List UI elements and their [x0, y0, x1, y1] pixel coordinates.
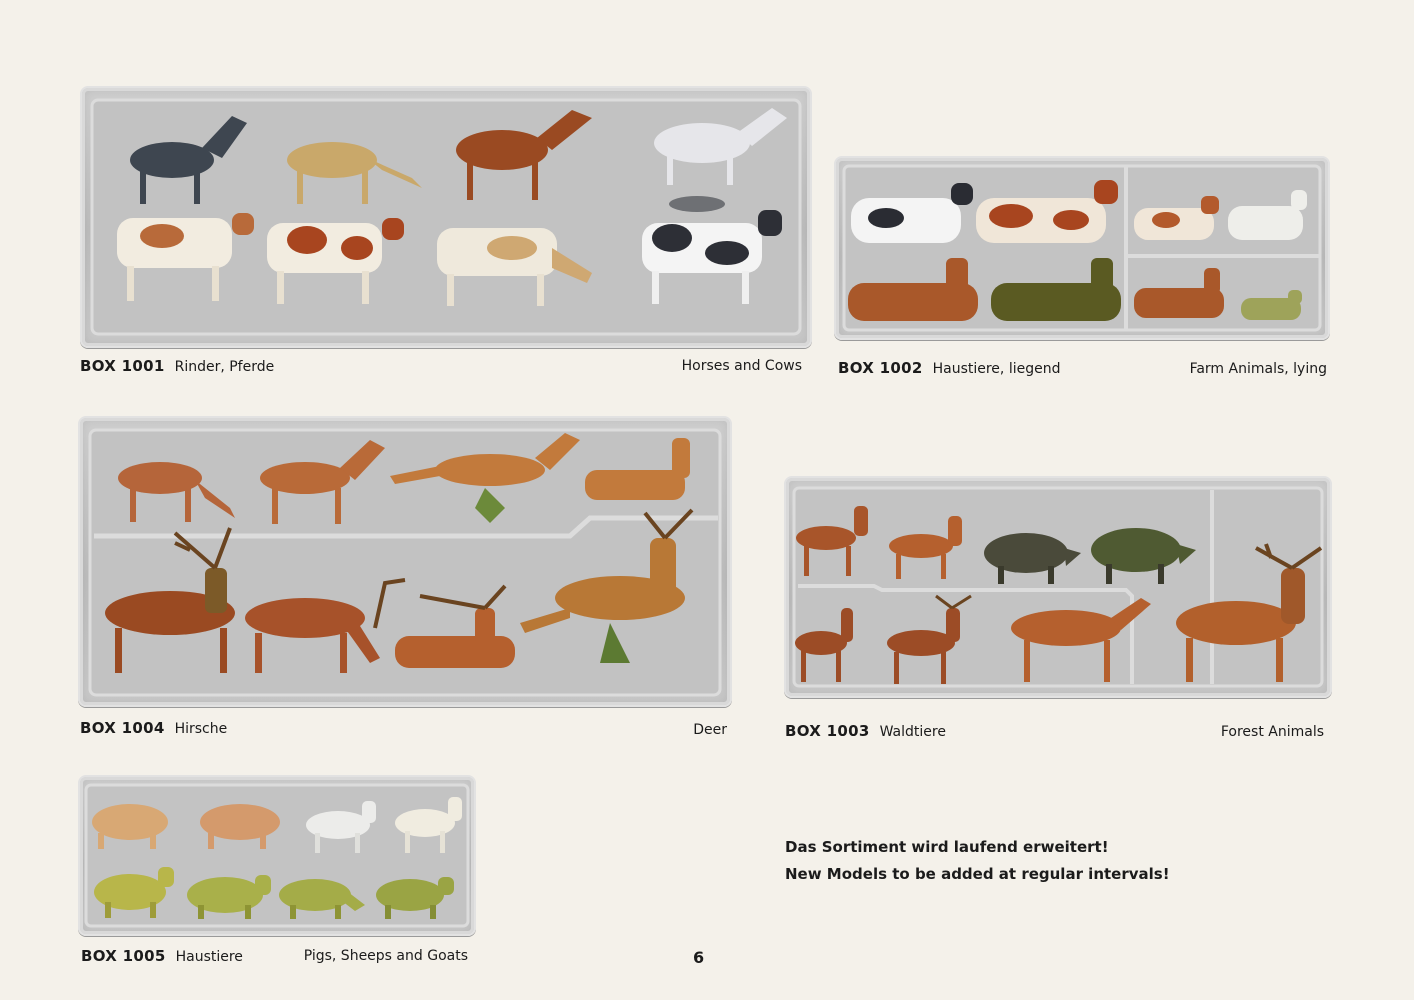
box-1002-image: [834, 156, 1330, 340]
box-1001-name-de: Rinder, Pferde: [174, 359, 275, 375]
box-1004-image: [78, 416, 732, 707]
box-1003-caption-de: [785, 722, 946, 740]
box-1004-caption-de: [80, 719, 227, 737]
box-1001-caption-de: [80, 357, 274, 375]
box-1005-caption-de: [81, 947, 243, 965]
box-1003-name-en: Forest Animals: [1220, 724, 1324, 740]
box-1001-name-en: Horses and Cows: [681, 358, 802, 374]
box-1001-image: [80, 86, 812, 348]
box-1004-name-de: Hirsche: [174, 721, 228, 737]
box-1005-image: [78, 775, 476, 936]
notice-line-en: New Models to be added at regular intervals!: [785, 865, 1170, 883]
box-1003-code: BOX 1003: [785, 722, 870, 740]
box-1003-name-de: Waldtiere: [879, 724, 946, 740]
box-1004-code: BOX 1004: [80, 719, 165, 737]
page-number: 6: [693, 948, 705, 967]
notice-line-de: Das Sortiment wird laufend erweitert!: [785, 838, 1109, 856]
box-1005-code: BOX 1005: [81, 947, 166, 965]
box-1002-name-de: Haustiere, liegend: [932, 361, 1061, 377]
box-1002-code: BOX 1002: [838, 359, 923, 377]
box-1005-name-de: Haustiere: [175, 949, 243, 965]
assortment-notice: [785, 834, 1170, 888]
box-1005-name-en: Pigs, Sheeps and Goats: [303, 948, 468, 964]
box-1004-name-en: Deer: [693, 722, 727, 738]
box-1001-code: BOX 1001: [80, 357, 165, 375]
box-1002-caption-de: [838, 359, 1060, 377]
box-1002-name-en: Farm Animals, lying: [1189, 361, 1327, 377]
box-1003-image: [784, 476, 1332, 698]
